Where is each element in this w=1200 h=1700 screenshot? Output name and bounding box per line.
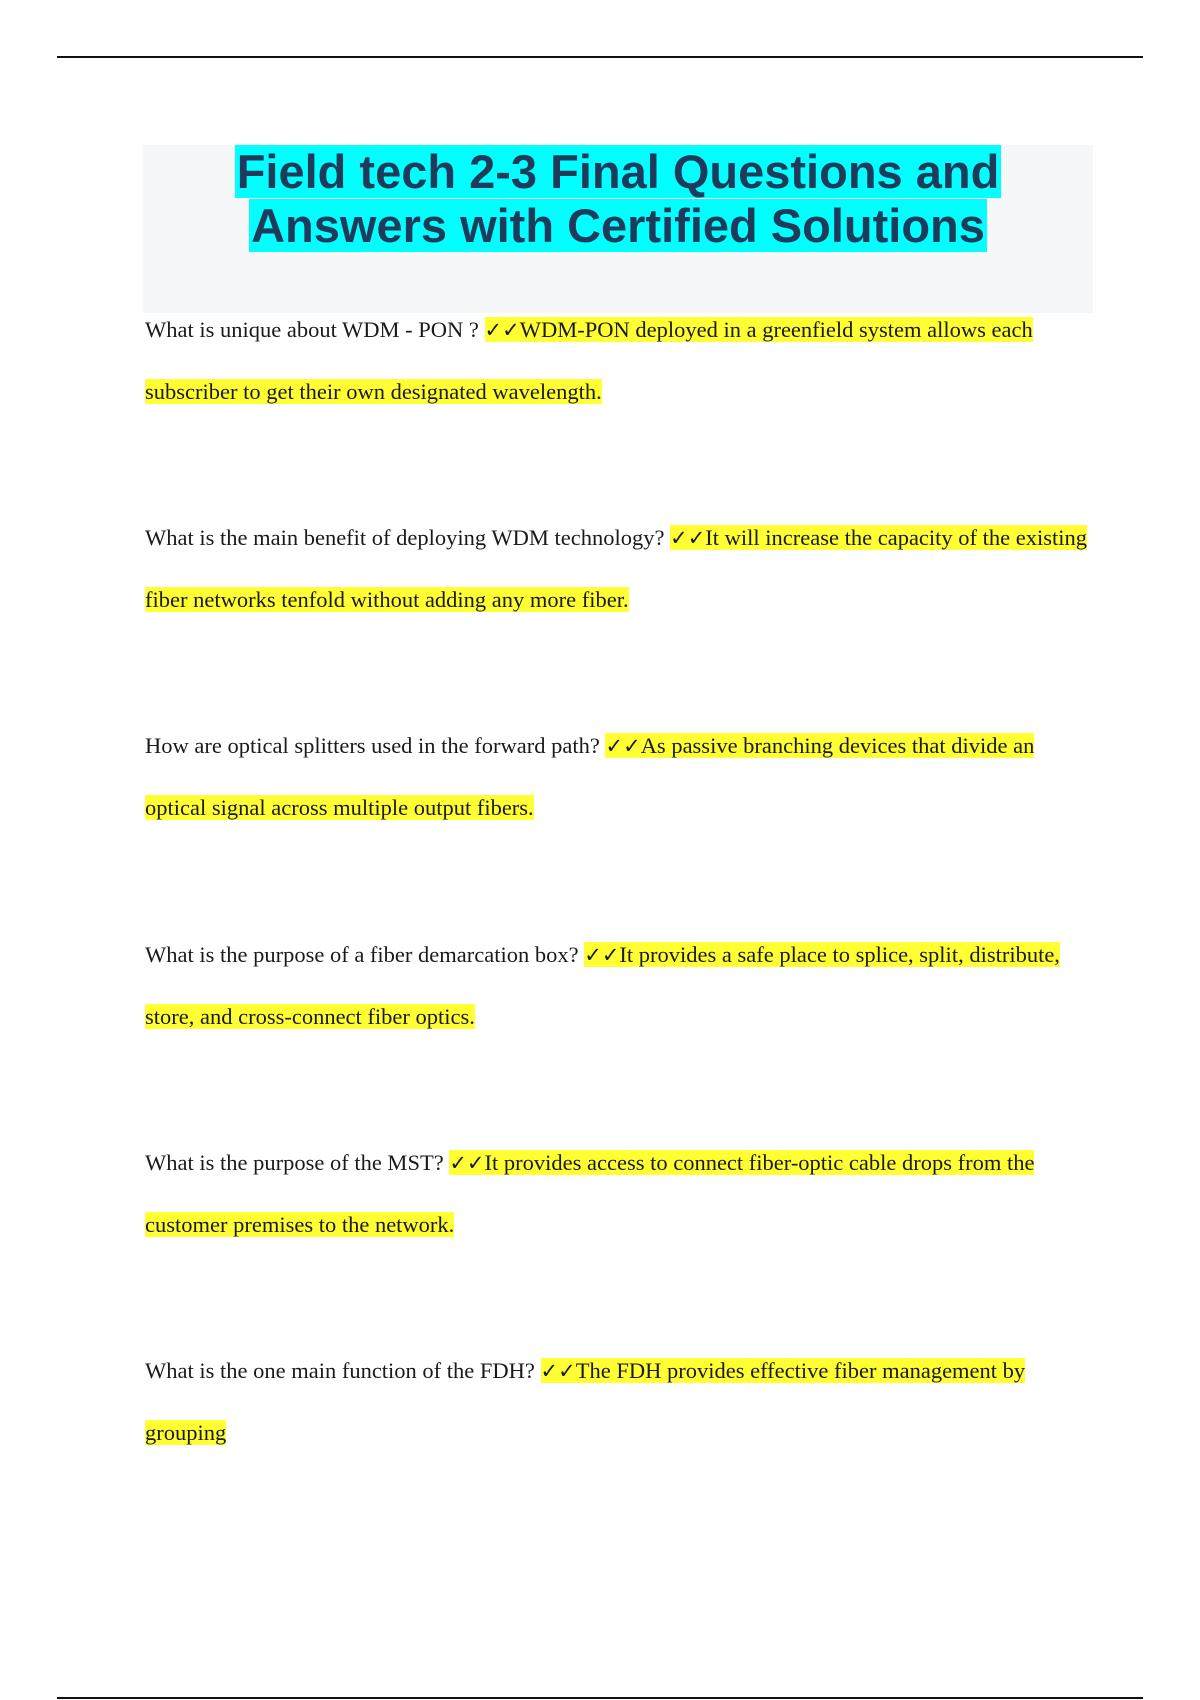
question-text: What is the purpose of a fiber demarcation box? [145,942,585,967]
question-text: What is the main benefit of deploying WDM technology? [145,525,671,550]
qa-item-1 [145,299,1095,422]
title-banner [143,145,1093,313]
title-line-1: Field tech 2-3 Final Questions and [236,145,1000,198]
answer-text: The FDH provides effective fiber management by grouping [145,1358,1026,1445]
title-line-2: Answers with Certified Solutions [251,199,985,252]
qa-item-2 [145,507,1095,630]
bottom-rule [57,1697,1143,1699]
double-check-icon: ✓✓ [670,526,706,550]
qa-item-4 [145,924,1095,1047]
answer-text: It provides a safe place to splice, split, distribute, store, and cross-connect fiber optics. [145,942,1060,1029]
qa-item-6 [145,1340,1095,1463]
answer-text: As passive branching devices that divide an optical signal across multiple output fibers. [145,733,1035,820]
answer-text: It will increase the capacity of the existing fiber networks tenfold without adding any more fiber. [145,525,1088,612]
question-text: What is unique about WDM - PON ? [145,317,485,342]
double-check-icon: ✓✓ [605,734,641,758]
question-text: What is the one main function of the FDH? [145,1358,541,1383]
double-check-icon: ✓✓ [540,1359,576,1383]
double-check-icon: ✓✓ [584,943,620,967]
double-check-icon: ✓✓ [449,1151,485,1175]
document-title [143,145,1093,253]
double-check-icon: ✓✓ [484,318,520,342]
qa-item-3 [145,715,1095,838]
top-rule [57,56,1143,58]
answer-text: WDM-PON deployed in a greenfield system allows each subscriber to get their own designated wavelength. [145,317,1033,404]
answer-text: It provides access to connect fiber-optic cable drops from the customer premises to the network. [145,1150,1035,1237]
question-text: How are optical splitters used in the forward path? [145,733,606,758]
qa-item-5 [145,1132,1095,1255]
question-text: What is the purpose of the MST? [145,1150,450,1175]
